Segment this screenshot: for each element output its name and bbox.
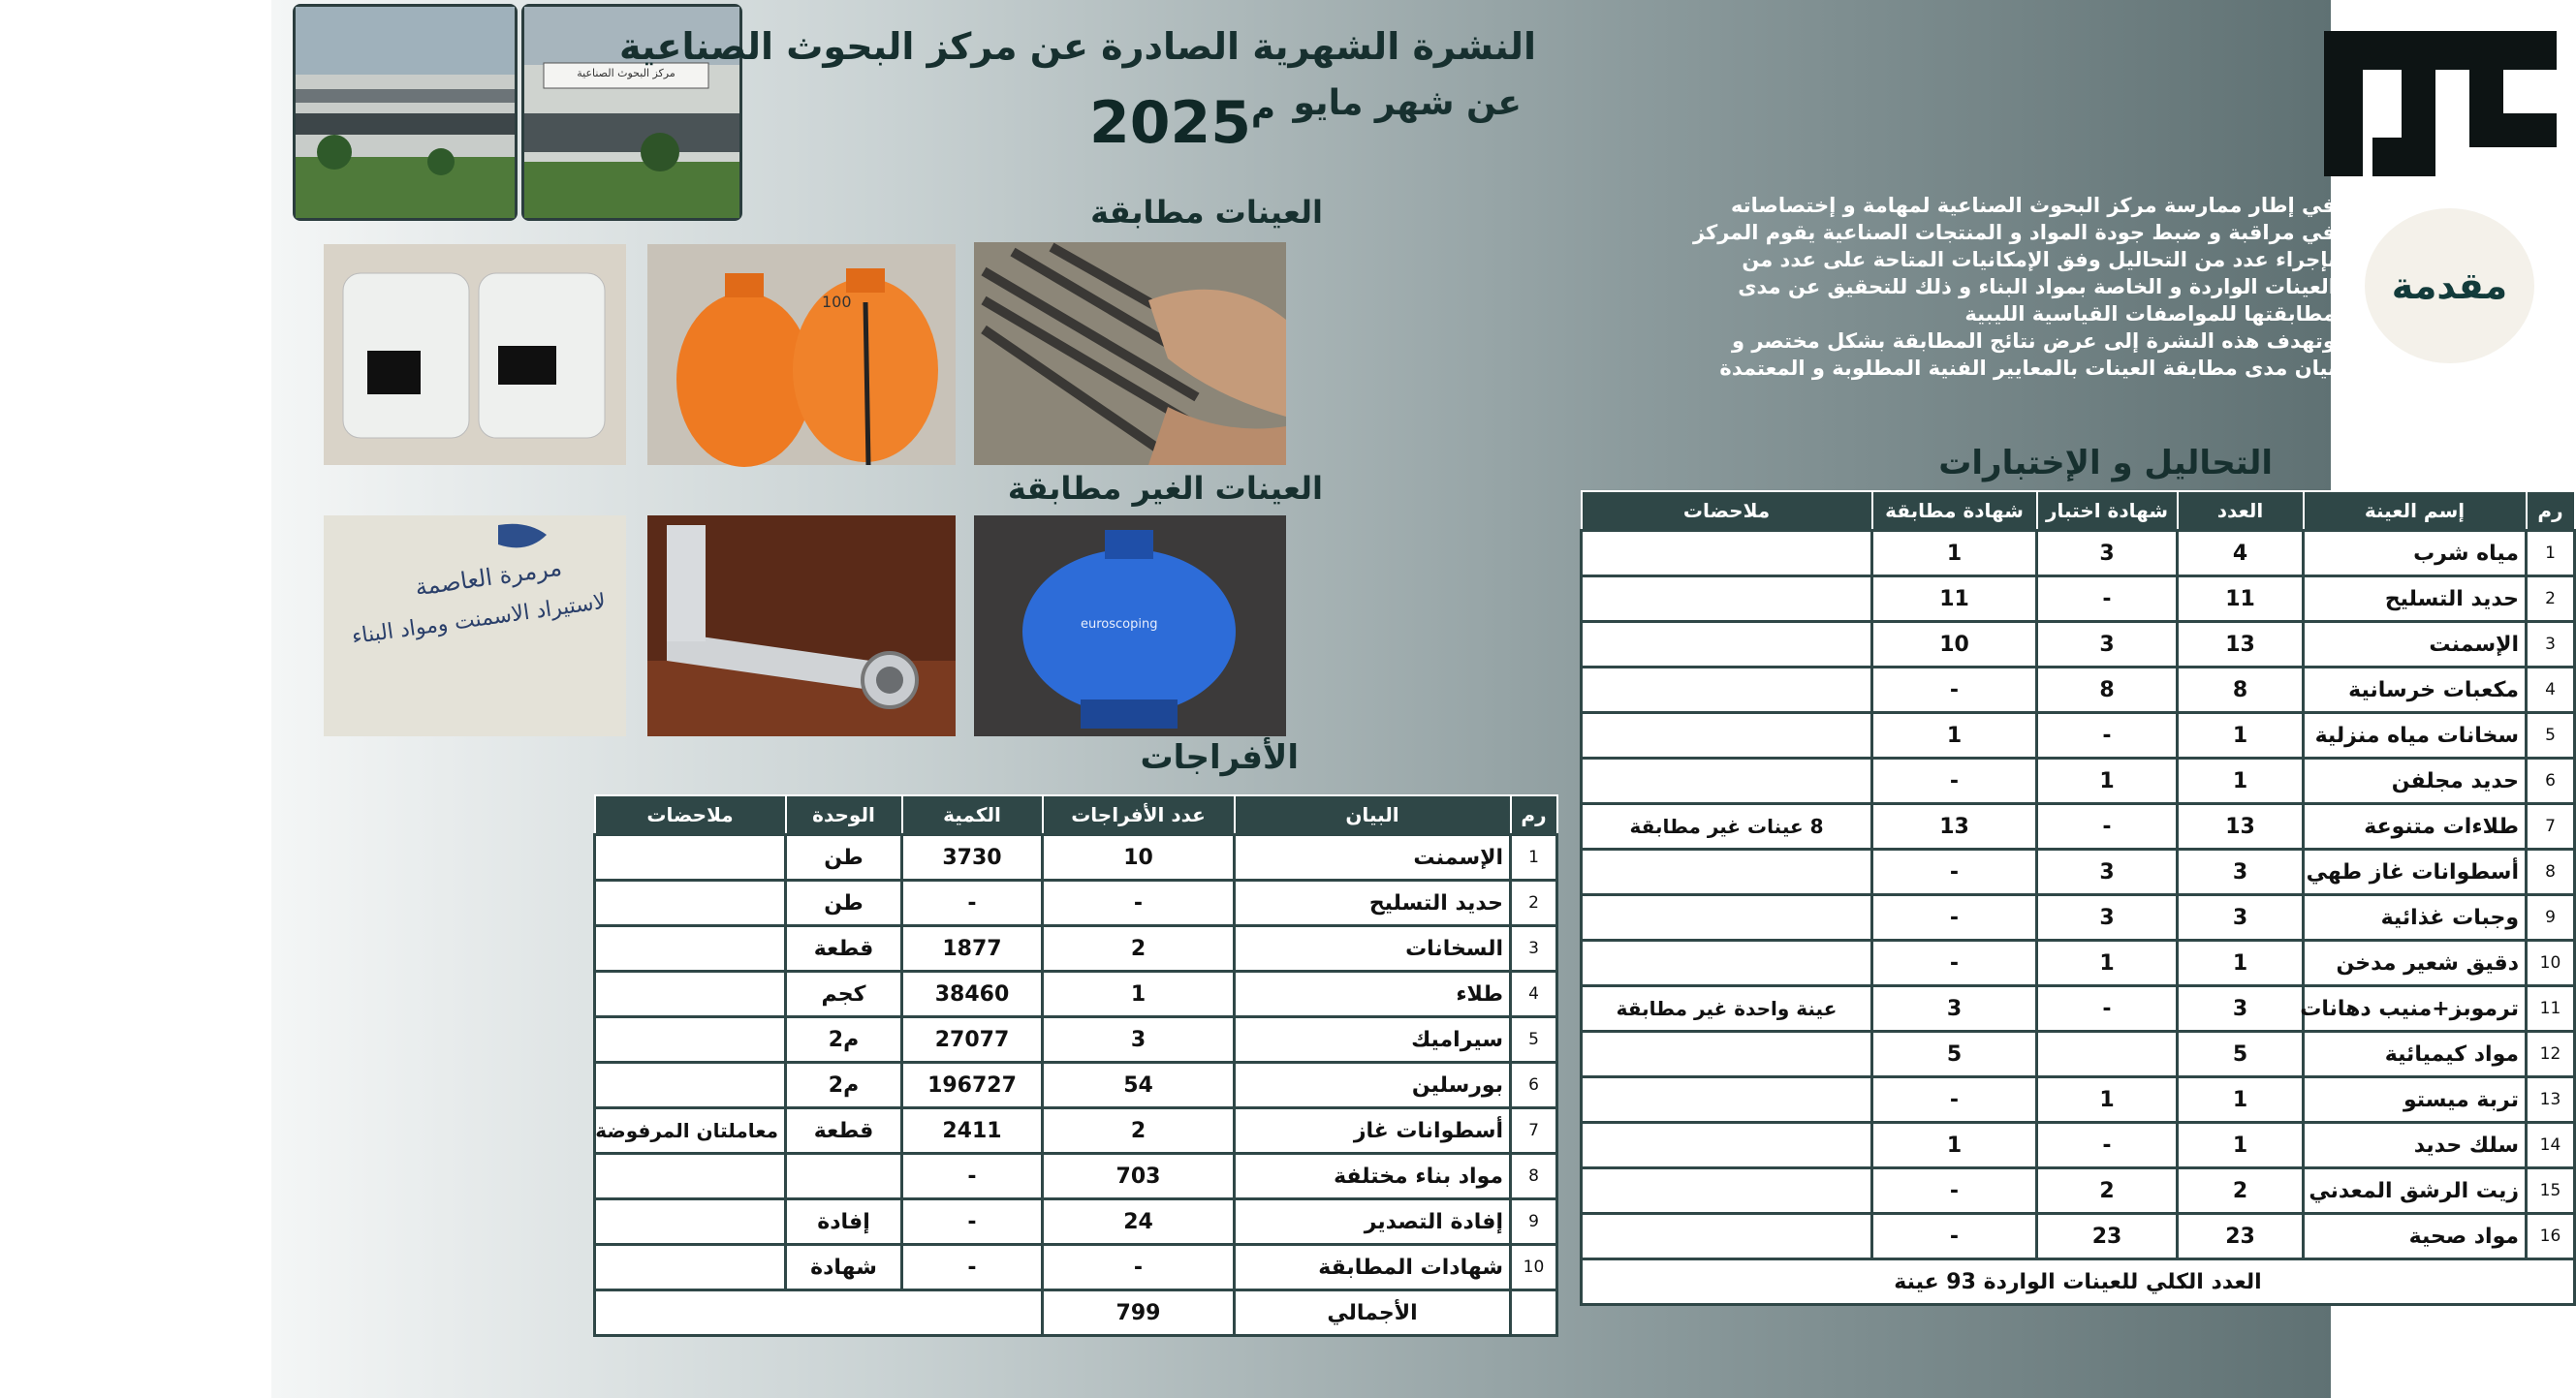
item-name-cell: مكعبات خرسانية — [2304, 668, 2527, 713]
section-title-releases: الأفراجات — [1140, 738, 1299, 777]
releases-table-row — [595, 972, 1557, 1017]
item-name-cell: طلاءات متنوعة — [2304, 804, 2527, 850]
value-cell: 54 — [1043, 1063, 1235, 1108]
tests-table-row — [1582, 1214, 2575, 1259]
tests-table-row — [1582, 1032, 2575, 1077]
bag-text-1: مرمرة العاصمة — [413, 553, 564, 602]
header-cell: عدد الأفراجات — [1043, 795, 1235, 835]
row-number-cell: 12 — [2527, 1032, 2575, 1077]
releases-table-row — [595, 1017, 1557, 1063]
row-number-cell: 1 — [2527, 531, 2575, 576]
row-number-cell: 3 — [1511, 926, 1557, 972]
tests-table-footer — [1582, 1259, 2575, 1305]
row-number-cell: 5 — [1511, 1017, 1557, 1063]
notes-cell: عينة واحدة غير مطابقة — [1582, 986, 1872, 1032]
value-cell: 1 — [1872, 1123, 2037, 1168]
row-number-cell: 6 — [2527, 759, 2575, 804]
item-name-cell: أسطوانات غاز — [1235, 1108, 1511, 1154]
value-cell: 196727 — [902, 1063, 1043, 1108]
year-value: 2025 — [1089, 89, 1252, 157]
row-number-cell: 5 — [2527, 713, 2575, 759]
tests-table-row — [1582, 622, 2575, 668]
value-cell: 2 — [1043, 926, 1235, 972]
value-cell: 23 — [2037, 1214, 2178, 1259]
tests-table-row — [1582, 668, 2575, 713]
value-cell: - — [902, 1245, 1043, 1290]
tests-table-row — [1582, 759, 2575, 804]
value-cell: 3730 — [902, 835, 1043, 881]
item-name-cell: ترموبز+منيب دهانات — [2304, 986, 2527, 1032]
value-cell: 3 — [1043, 1017, 1235, 1063]
item-name-cell: إفادة التصدير — [1235, 1199, 1511, 1245]
item-name-cell: وجبات غذائية — [2304, 895, 2527, 941]
item-name-cell: دقيق شعير مدخن — [2304, 941, 2527, 986]
notes-cell — [595, 926, 786, 972]
value-cell: 3 — [2037, 531, 2178, 576]
value-cell: - — [1872, 850, 2037, 895]
row-number-cell: 8 — [1511, 1154, 1557, 1199]
row-number-cell: 16 — [2527, 1214, 2575, 1259]
tests-total: العدد الكلي للعينات الواردة 93 عينة — [1582, 1259, 2575, 1305]
value-cell: - — [1872, 1077, 2037, 1123]
value-cell: - — [1872, 1214, 2037, 1259]
item-name-cell: الإسمنت — [1235, 835, 1511, 881]
notes-cell — [1582, 759, 1872, 804]
notes-cell — [595, 835, 786, 881]
row-number-cell: 13 — [2527, 1077, 2575, 1123]
value-cell: قطعة — [786, 1108, 902, 1154]
row-number-cell: 4 — [2527, 668, 2575, 713]
tests-table — [1580, 490, 2576, 1306]
building-photo-left — [293, 4, 518, 221]
value-cell: - — [2037, 576, 2178, 622]
tests-table-row — [1582, 895, 2575, 941]
section-title-tests: التحاليل و الإختبارات — [1938, 444, 2273, 482]
value-cell: 11 — [2178, 576, 2304, 622]
tests-table-row — [1582, 804, 2575, 850]
value-cell: - — [1872, 941, 2037, 986]
item-name-cell: أسطوانات غاز طهي — [2304, 850, 2527, 895]
row-number-cell: 3 — [2527, 622, 2575, 668]
row-number-cell: 6 — [1511, 1063, 1557, 1108]
releases-table-row — [595, 926, 1557, 972]
notes-cell — [595, 1063, 786, 1108]
tests-table-row — [1582, 1077, 2575, 1123]
notes-cell — [595, 972, 786, 1017]
value-cell: - — [902, 1199, 1043, 1245]
value-cell: 1 — [2178, 759, 2304, 804]
intro-line: في مراقبة و ضبط جودة المواد و المنتجات الصناعية يقوم المركز — [1692, 221, 2336, 244]
photo-cement-bag — [324, 515, 626, 736]
item-name-cell: بورسلين — [1235, 1063, 1511, 1108]
releases-total-value: 799 — [1043, 1290, 1235, 1336]
row-number-cell: 11 — [2527, 986, 2575, 1032]
item-name-cell: الإسمنت — [2304, 622, 2527, 668]
cylinder-label: 100 — [822, 293, 852, 311]
tests-table-row — [1582, 576, 2575, 622]
bag-text-2: لاستيراد الاسمنت ومواد البناء — [350, 589, 608, 650]
notes-cell — [1582, 713, 1872, 759]
value-cell: 1 — [1872, 713, 2037, 759]
notes-cell — [595, 1245, 786, 1290]
value-cell: 38460 — [902, 972, 1043, 1017]
row-number-cell: 14 — [2527, 1123, 2575, 1168]
value-cell: 24 — [1043, 1199, 1235, 1245]
value-cell: 2 — [2178, 1168, 2304, 1214]
row-number-cell: 15 — [2527, 1168, 2575, 1214]
notes-cell — [595, 1154, 786, 1199]
value-cell: - — [902, 881, 1043, 926]
value-cell: 13 — [2178, 804, 2304, 850]
value-cell: قطعة — [786, 926, 902, 972]
tests-table-header — [1582, 491, 2575, 531]
notes-cell — [595, 1017, 786, 1063]
row-number-cell: 7 — [2527, 804, 2575, 850]
item-name-cell: طلاء — [1235, 972, 1511, 1017]
value-cell: 13 — [1872, 804, 2037, 850]
notes-cell — [1582, 1032, 1872, 1077]
building-sign-text: مركز البحوث الصناعية — [577, 67, 675, 79]
value-cell: م2 — [786, 1017, 902, 1063]
row-number-cell: 2 — [1511, 881, 1557, 926]
notes-cell — [1582, 531, 1872, 576]
photo-gas-cylinders-orange — [647, 244, 956, 465]
row-number-cell: 2 — [2527, 576, 2575, 622]
value-cell: 23 — [2178, 1214, 2304, 1259]
row-number-cell: 4 — [1511, 972, 1557, 1017]
value-cell: إفادة — [786, 1199, 902, 1245]
value-cell: 1 — [2037, 1077, 2178, 1123]
intro-line: بإجراء عدد من التحاليل وفق الإمكانيات المتاحة على عدد من — [1742, 248, 2336, 271]
tests-table-row — [1582, 1168, 2575, 1214]
header-cell: إسم العينة — [2304, 491, 2527, 531]
value-cell: - — [1872, 1168, 2037, 1214]
releases-table — [593, 794, 1558, 1337]
header-cell: الكمية — [902, 795, 1043, 835]
releases-table-header — [595, 795, 1557, 835]
photo-rebar — [974, 242, 1286, 465]
header-cell: البيان — [1235, 795, 1511, 835]
value-cell: 2411 — [902, 1108, 1043, 1154]
notes-cell — [1582, 576, 1872, 622]
item-name-cell: حديد مجلفن — [2304, 759, 2527, 804]
header-cell: رم — [2527, 491, 2575, 531]
value-cell: 3 — [2178, 895, 2304, 941]
value-cell: طن — [786, 835, 902, 881]
value-cell — [786, 1154, 902, 1199]
value-cell: 1 — [2178, 1077, 2304, 1123]
photo-gas-cylinder-blue — [974, 515, 1286, 736]
header-cell: شهادة مطابقة — [1872, 491, 2037, 531]
value-cell: 5 — [2178, 1032, 2304, 1077]
intro-line: العينات الواردة و الخاصة بمواد البناء و ذلك للتحقيق عن مدى — [1738, 275, 2336, 298]
row-number-cell: 7 — [1511, 1108, 1557, 1154]
value-cell — [2037, 1032, 2178, 1077]
item-name-cell: سيراميك — [1235, 1017, 1511, 1063]
notes-cell: معاملتان المرفوضة — [595, 1108, 786, 1154]
notes-cell — [1582, 1123, 1872, 1168]
value-cell: - — [1872, 759, 2037, 804]
header-cell: شهادة اختبار — [2037, 491, 2178, 531]
value-cell: 8 — [2037, 668, 2178, 713]
value-cell: 2 — [1043, 1108, 1235, 1154]
value-cell: 8 — [2178, 668, 2304, 713]
item-name-cell: السخانات — [1235, 926, 1511, 972]
value-cell: 1 — [2178, 1123, 2304, 1168]
item-name-cell: حديد التسليح — [2304, 576, 2527, 622]
header-cell: ملاحضات — [1582, 491, 1872, 531]
notes-cell — [1582, 622, 1872, 668]
header-cell: رم — [1511, 795, 1557, 835]
item-name-cell: مواد بناء مختلفة — [1235, 1154, 1511, 1199]
notes-cell — [1582, 1077, 1872, 1123]
cylinder-brand-text: euroscoping — [1081, 617, 1158, 632]
photo-water-heaters — [324, 244, 626, 465]
item-name-cell: مواد صحية — [2304, 1214, 2527, 1259]
value-cell: 3 — [1872, 986, 2037, 1032]
item-name-cell: سلك حديد — [2304, 1123, 2527, 1168]
value-cell: 1 — [2037, 941, 2178, 986]
header-cell: العدد — [2178, 491, 2304, 531]
value-cell: شهادة — [786, 1245, 902, 1290]
value-cell: 11 — [1872, 576, 2037, 622]
value-cell: - — [2037, 986, 2178, 1032]
tests-table-row — [1582, 850, 2575, 895]
intro-line: مطابقتها للمواصفات القياسية الليبية — [1964, 302, 2336, 326]
value-cell: 1 — [2037, 759, 2178, 804]
tests-table-row — [1582, 986, 2575, 1032]
section-title-nonmatching: العينات الغير مطابقة — [1007, 470, 1323, 507]
item-name-cell: حديد التسليح — [1235, 881, 1511, 926]
section-title-matching: العينات مطابقة — [1090, 194, 1323, 231]
item-name-cell: زيت الرشق المعدني — [2304, 1168, 2527, 1214]
intro-line: في إطار ممارسة مركز البحوث الصناعية لمهامة و إختصاصاته — [1731, 194, 2336, 217]
bulletin-page — [271, 0, 2563, 1398]
row-number-cell: 10 — [2527, 941, 2575, 986]
value-cell: 3 — [2037, 850, 2178, 895]
releases-table-row — [595, 835, 1557, 881]
releases-table-row — [595, 1108, 1557, 1154]
value-cell: 1 — [1043, 972, 1235, 1017]
releases-total-label: الأجمالي — [1235, 1290, 1511, 1336]
item-name-cell: مياه شرب — [2304, 531, 2527, 576]
notes-cell: 8 عينات غير مطابقة — [1582, 804, 1872, 850]
value-cell: 703 — [1043, 1154, 1235, 1199]
notes-cell — [595, 881, 786, 926]
value-cell: 3 — [2178, 986, 2304, 1032]
value-cell: م2 — [786, 1063, 902, 1108]
bulletin-year — [1076, 89, 1289, 157]
item-name-cell: شهادات المطابقة — [1235, 1245, 1511, 1290]
value-cell: - — [1872, 895, 2037, 941]
year-suffix: م — [1251, 89, 1275, 128]
value-cell: 1 — [2178, 941, 2304, 986]
notes-cell — [1582, 895, 1872, 941]
value-cell: 13 — [2178, 622, 2304, 668]
value-cell: كجم — [786, 972, 902, 1017]
value-cell: 1877 — [902, 926, 1043, 972]
value-cell: 10 — [1872, 622, 2037, 668]
value-cell: 27077 — [902, 1017, 1043, 1063]
value-cell: - — [1872, 668, 2037, 713]
row-number-cell: 9 — [1511, 1199, 1557, 1245]
tests-table-row — [1582, 713, 2575, 759]
intro-badge: مقدمة — [2365, 208, 2534, 363]
value-cell: 3 — [2037, 895, 2178, 941]
value-cell: طن — [786, 881, 902, 926]
value-cell: 1 — [1872, 531, 2037, 576]
releases-total-row — [595, 1290, 1557, 1336]
bulletin-title-line1: النشرة الشهرية الصادرة عن مركز البحوث الصناعية — [618, 25, 1536, 68]
value-cell: 1 — [2178, 713, 2304, 759]
row-number-cell: 9 — [2527, 895, 2575, 941]
releases-table-row — [595, 1199, 1557, 1245]
notes-cell — [1582, 941, 1872, 986]
header-cell: الوحدة — [786, 795, 902, 835]
header-cell: ملاحضات — [595, 795, 786, 835]
magazine-logo — [2314, 21, 2566, 196]
value-cell: - — [1043, 881, 1235, 926]
bulletin-title-line2: عن شهر مايو — [1293, 83, 1522, 123]
releases-table-row — [595, 881, 1557, 926]
item-name-cell: سخانات مياه منزلية — [2304, 713, 2527, 759]
value-cell: - — [1043, 1245, 1235, 1290]
intro-line: وتهدف هذه النشرة إلى عرض نتائج المطابقة بشكل مختصر و — [1731, 329, 2336, 353]
releases-table-row — [595, 1245, 1557, 1290]
value-cell: 5 — [1872, 1032, 2037, 1077]
notes-cell — [595, 1199, 786, 1245]
row-number-cell: 1 — [1511, 835, 1557, 881]
value-cell: 3 — [2037, 622, 2178, 668]
item-name-cell: تربة ميستو — [2304, 1077, 2527, 1123]
tests-table-row — [1582, 531, 2575, 576]
releases-table-row — [595, 1063, 1557, 1108]
tests-table-row — [1582, 941, 2575, 986]
value-cell: 10 — [1043, 835, 1235, 881]
value-cell: - — [2037, 1123, 2178, 1168]
notes-cell — [1582, 668, 1872, 713]
intro-paragraph — [1609, 192, 2336, 424]
intro-line: بيان مدى مطابقة العينات بالمعايير الفنية المطلوبة و المعتمدة — [1719, 357, 2336, 380]
value-cell: - — [902, 1154, 1043, 1199]
value-cell: - — [2037, 804, 2178, 850]
photo-faucet — [647, 515, 956, 736]
notes-cell — [1582, 850, 1872, 895]
releases-table-row — [595, 1154, 1557, 1199]
row-number-cell: 8 — [2527, 850, 2575, 895]
item-name-cell: مواد كيميائية — [2304, 1032, 2527, 1077]
notes-cell — [1582, 1214, 1872, 1259]
value-cell: - — [2037, 713, 2178, 759]
value-cell: 4 — [2178, 531, 2304, 576]
notes-cell — [1582, 1168, 1872, 1214]
value-cell: 2 — [2037, 1168, 2178, 1214]
value-cell: 3 — [2178, 850, 2304, 895]
row-number-cell: 10 — [1511, 1245, 1557, 1290]
tests-table-row — [1582, 1123, 2575, 1168]
